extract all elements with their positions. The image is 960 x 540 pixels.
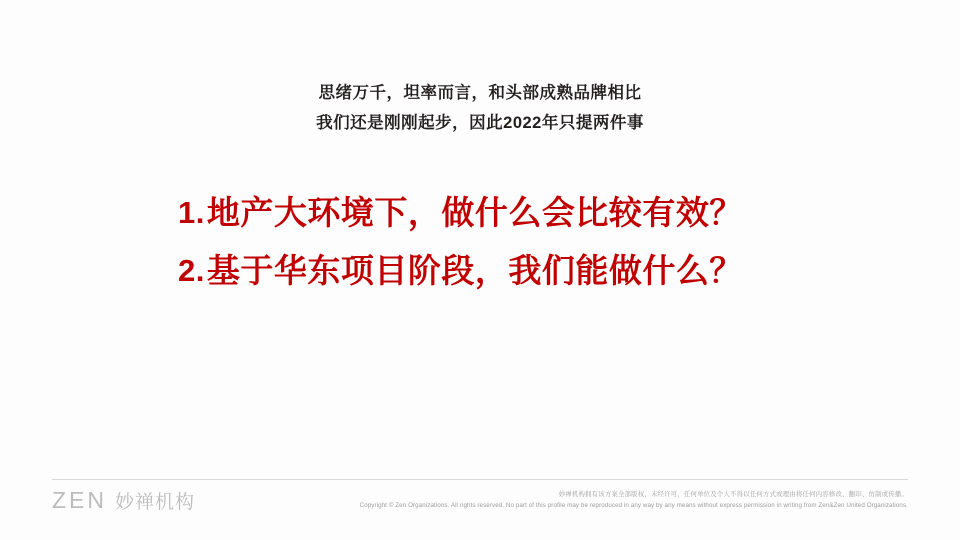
list-item-number: 2. [178, 253, 205, 288]
list-item-text: 地产大环境下，做什么会比较有效？ [206, 194, 743, 231]
list-item-number: 1. [178, 195, 205, 230]
list-item [178, 190, 798, 236]
slide-heading [0, 78, 960, 138]
brand-logo [52, 487, 195, 514]
list-item [178, 248, 798, 294]
logo-name-text: 妙禅机构 [115, 492, 196, 513]
logo-mark-text: ZEN [52, 487, 107, 513]
footer-divider [52, 479, 908, 480]
question-list [178, 190, 798, 306]
list-item-text: 基于华东项目阶段，我们能做什么？ [206, 252, 743, 289]
legal-notice-en: Copyright © Zen Organizations. All rights reserved. No part of this profile may be reproduced in any way by any means without express permission in writing from Zen&Zen United Organizations. [359, 502, 908, 509]
heading-line-1: 思绪万千，坦率而言，和头部成熟品牌相比 [318, 84, 642, 102]
heading-line-2: 我们还是刚刚起步，因此2022年只提两件事 [316, 114, 644, 132]
legal-notice-cn: 妙禅机构拥有该方案全部版权，未经许可，任何单位及个人不得以任何方式或理由将任何内容修改、翻印、仿制或传播。 [558, 491, 908, 498]
legal-notice [348, 489, 908, 511]
